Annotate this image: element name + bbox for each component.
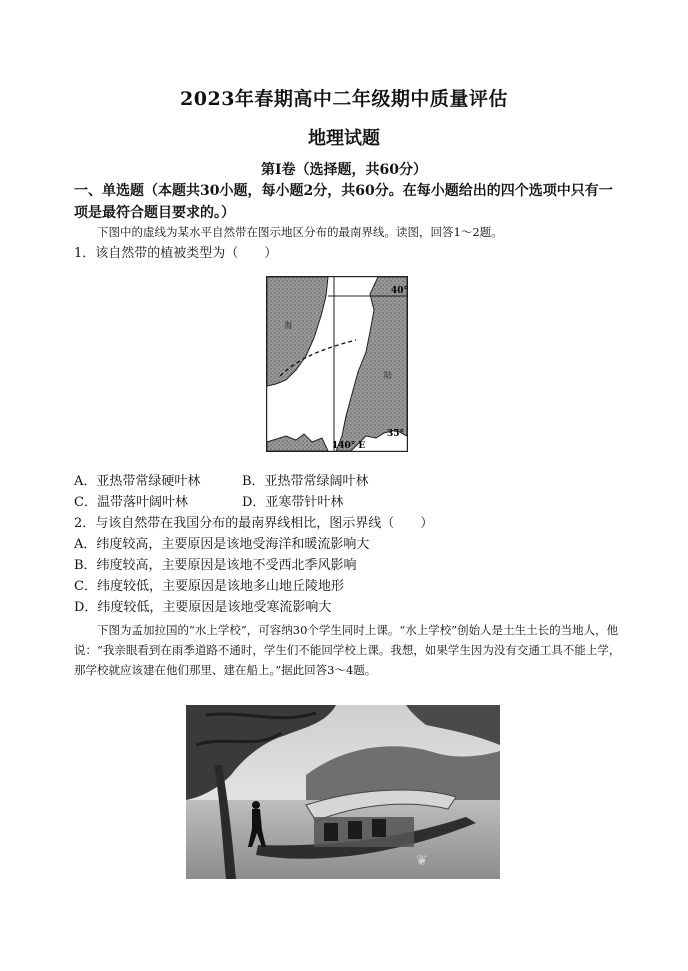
- q2-option-a: A．纬度较高，主要原因是该地受海洋和暖流影响大: [74, 537, 370, 552]
- lat-35-label: 35°: [387, 429, 405, 439]
- page-title: 2023年春期高中二年级期中质量评估: [180, 88, 508, 110]
- q2-option-c: C．纬度较低，主要原因是该地多山地丘陵地形: [74, 579, 344, 594]
- q2-option-b: B．纬度较高，主要原因是该地不受西北季风影响: [74, 558, 357, 573]
- question-1-stem: 1．该自然带的植被类型为（ ）: [74, 246, 278, 261]
- q2-option-d: D．纬度较低，主要原因是该地受寒流影响大: [74, 600, 332, 615]
- section-heading: 一、单选题（本题共30小题，每小题2分，共60分。在每小题给出的四个选项中只有一项是最符合题目要求的。）: [74, 183, 613, 221]
- passage-intro-1: 下图中的虚线为某水平自然带在图示地区分布的最南界线。读图，回答1～2题。: [97, 225, 503, 239]
- passage-intro-2: 下图为孟加拉国的“水上学校”，可容纳30个学生同时上课。“水上学校”创始人是土生土长的当地人，他说：“我亲眼看到在雨季道路不通时，学生们不能回学校上课。我想，如果学生因为没有交通工具不能上学，那学校就应该建在他们那里、建在船上。”据此回答3～4题。: [74, 623, 621, 677]
- q1-option-b: B．亚热带常绿阔叶林: [242, 474, 369, 489]
- floating-school-photo: [186, 705, 500, 879]
- question-2-stem: 2．与该自然带在我国分布的最南界线相比，图示界线（ ）: [74, 516, 434, 531]
- lat-40-label: 40°: [391, 286, 408, 296]
- volume-title: 第Ⅰ卷（选择题，共60分）: [260, 162, 428, 178]
- subject-title: 地理试题: [308, 128, 380, 149]
- map-figure: [266, 276, 408, 452]
- watermark-decoration: ❦: [416, 853, 428, 869]
- sea-label: 海: [284, 321, 292, 330]
- q1-option-c: C．温带落叶阔叶林: [74, 495, 188, 510]
- walking-person-head: [252, 801, 260, 809]
- lon-140e-label: 140° E: [332, 441, 366, 451]
- q1-option-d: D．亚寒带针叶林: [242, 495, 344, 510]
- q1-option-a: A．亚热带常绿硬叶林: [74, 474, 201, 489]
- land-label: 陆: [384, 371, 392, 380]
